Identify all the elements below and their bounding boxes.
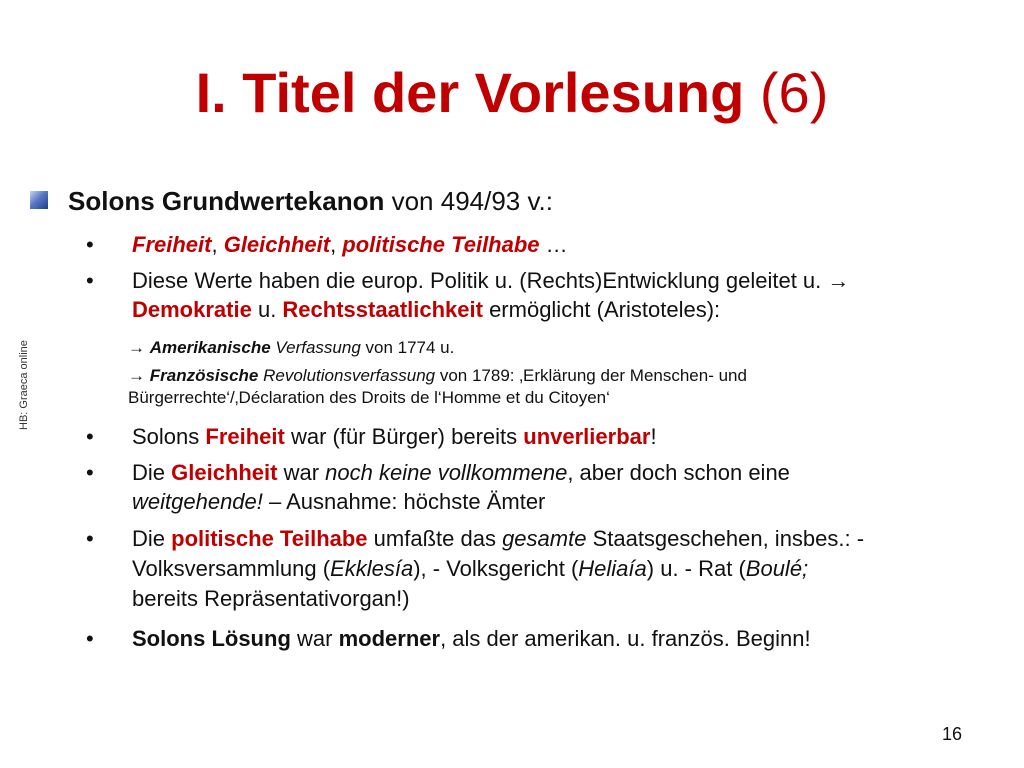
- bullet-participation-line2: Volksversammlung (Ekklesía), - Volksgericht (Heliaía) u. - Rat (Boulé;: [132, 556, 809, 581]
- bullet-solution: Solons Lösung war moderner, als der amerikan. u. französ. Beginn!: [132, 626, 811, 651]
- sub-item-french-line2: Bürgerrechte‘/‚Déclaration des Droits de l‘Homme et du Citoyen‘: [128, 388, 610, 407]
- bullet-values: Freiheit, Gleichheit, politische Teilhabe …: [132, 232, 568, 257]
- bullet-icon: •: [86, 232, 94, 257]
- slide-title-number: (6): [759, 61, 829, 124]
- square-bullet-icon: [30, 191, 48, 209]
- section-heading: Solons Grundwertekanon von 494/93 v.:: [68, 186, 554, 216]
- bullet-icon: •: [86, 268, 94, 293]
- bullet-icon: •: [86, 460, 94, 485]
- sub-item-french-line1: → Französische Revolutionsverfassung von 1789: ‚Erklärung der Menschen- und: [128, 366, 747, 385]
- bullet-freedom: Solons Freiheit war (für Bürger) bereits unverlierbar!: [132, 424, 657, 449]
- slide-title: [0, 58, 1024, 128]
- bullet-equality-line2: weitgehende! – Ausnahme: höchste Ämter: [132, 489, 546, 514]
- page-number: 16: [941, 724, 962, 744]
- bullet-equality-line1: Die Gleichheit war noch keine vollkommene, aber doch schon eine: [132, 460, 790, 485]
- bullet-icon: •: [86, 526, 94, 551]
- bullet-participation-line1: Die politische Teilhabe umfaßte das gesamte Staatsgeschehen, insbes.: -: [132, 526, 865, 551]
- bullet-values-effect-line1: Diese Werte haben die europ. Politik u. (Rechts)Entwicklung geleitet u. →: [132, 268, 850, 293]
- bullet-participation-line3: bereits Repräsentativorgan!): [132, 586, 410, 611]
- bullet-values-effect-line2: Demokratie u. Rechtsstaatlichkeit ermöglicht (Aristoteles):: [132, 297, 721, 322]
- sub-item-american: → Amerikanische Verfassung von 1774 u.: [128, 338, 455, 357]
- bullet-icon: •: [86, 424, 94, 449]
- side-source-label: HB: Graeca online: [18, 340, 30, 430]
- bullet-icon: •: [86, 626, 94, 651]
- slide-title-main: I. Titel der Vorlesung: [195, 61, 745, 124]
